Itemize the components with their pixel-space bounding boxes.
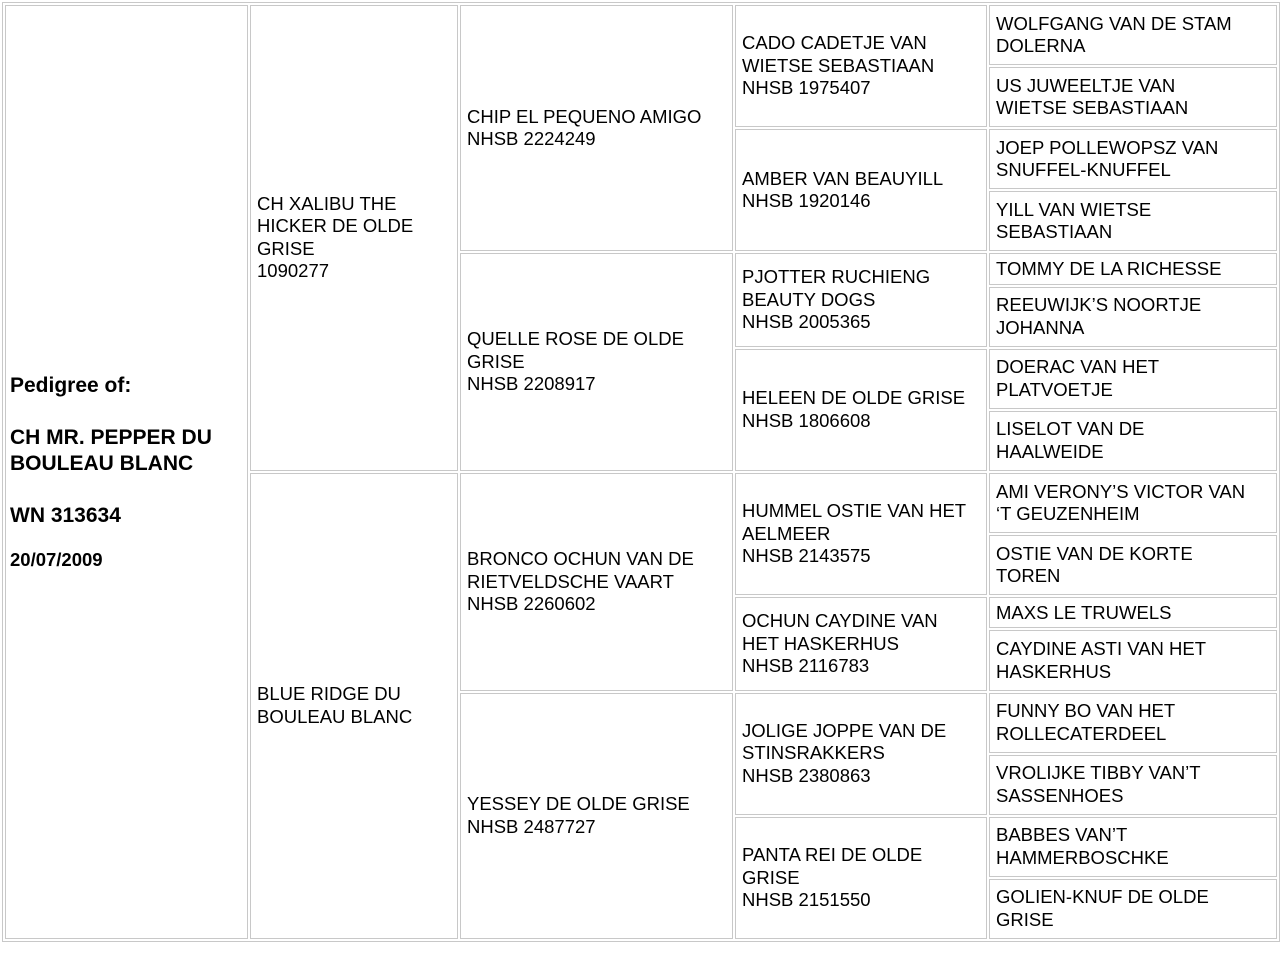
ancestor-line: VROLIJKE TIBBY VAN’T — [996, 762, 1201, 784]
great-grandparent-cell — [735, 693, 987, 815]
grandparent-cell — [460, 473, 733, 691]
sire-line: GRISE — [257, 237, 315, 259]
ancestor-line: OCHUN CAYDINE VAN — [742, 610, 938, 632]
ancestor-line: MAXS LE TRUWELS — [996, 601, 1172, 623]
ancestor-line: YILL VAN WIETSE — [996, 198, 1152, 220]
dam-line: BLUE RIDGE DU — [257, 683, 401, 705]
ancestor-line: BRONCO OCHUN VAN DE — [467, 548, 694, 570]
gen4-cell — [989, 473, 1277, 533]
ancestor-line: SASSENHOES — [996, 784, 1124, 806]
ancestor-line: JOLIGE JOPPE VAN DE — [742, 719, 947, 741]
subject-date: 20/07/2009 — [10, 549, 103, 570]
gen4-cell — [989, 879, 1277, 939]
ancestor-line: PLATVOETJE — [996, 378, 1113, 400]
gen4-cell — [989, 191, 1277, 251]
ancestor-line: GOLIEN-KNUF DE OLDE — [996, 886, 1209, 908]
ancestor-line: WOLFGANG VAN DE STAM — [996, 12, 1232, 34]
great-grandparent-cell — [735, 253, 987, 346]
ancestor-line: STINSRAKKERS — [742, 742, 885, 764]
ancestor-line: LISELOT VAN DE — [996, 418, 1145, 440]
ancestor-line: AELMEER — [742, 522, 831, 544]
grandparent-cell — [460, 5, 733, 251]
gen4-cell — [989, 817, 1277, 877]
great-grandparent-cell — [735, 5, 987, 127]
ancestor-line: RIETVELDSCHE VAART — [467, 570, 674, 592]
ancestor-line: SNUFFEL-KNUFFEL — [996, 159, 1171, 181]
pedigree-heading: Pedigree of: — [10, 374, 132, 397]
ancestor-line: NHSB 2487727 — [467, 815, 596, 837]
ancestor-line: BABBES VAN’T — [996, 824, 1128, 846]
ancestor-line: TOMMY DE LA RICHESSE — [996, 257, 1222, 279]
gen4-cell — [989, 287, 1277, 347]
ancestor-line: NHSB 2224249 — [467, 128, 596, 150]
great-grandparent-cell — [735, 473, 987, 595]
ancestor-line: DOLERNA — [996, 35, 1086, 57]
subject-name-line2: BOULEAU BLANC — [10, 452, 194, 475]
dam-line: BOULEAU BLANC — [257, 705, 413, 727]
ancestor-line: AMBER VAN BEAUYILL — [742, 167, 944, 189]
ancestor-line: NHSB 1920146 — [742, 190, 871, 212]
ancestor-line: NHSB 2208917 — [467, 373, 596, 395]
ancestor-line: REEUWIJK’S NOORTJE — [996, 294, 1202, 316]
ancestor-line: NHSB 1975407 — [742, 77, 871, 99]
pedigree-table — [2, 2, 1280, 942]
gen4-cell — [989, 5, 1277, 65]
ancestor-line: US JUWEELTJE VAN — [996, 74, 1176, 96]
ancestor-line: NHSB 2143575 — [742, 545, 871, 567]
ancestor-line: HASKERHUS — [996, 660, 1112, 682]
subject-name-line1: CH MR. PEPPER DU — [10, 426, 212, 449]
subject-registration: WN 313634 — [10, 504, 121, 527]
great-grandparent-cell — [735, 817, 987, 939]
sire-cell — [250, 5, 458, 471]
ancestor-line: ROLLECATERDEEL — [996, 722, 1167, 744]
gen4-cell — [989, 129, 1277, 189]
sire-line: HICKER DE OLDE — [257, 215, 414, 237]
ancestor-line: CHIP EL PEQUENO AMIGO — [467, 105, 702, 127]
great-grandparent-cell — [735, 129, 987, 251]
ancestor-line: WIETSE SEBASTIAAN — [996, 97, 1189, 119]
ancestor-line: HAMMERBOSCHKE — [996, 846, 1169, 868]
grandparent-cell — [460, 253, 733, 471]
gen4-cell — [989, 755, 1277, 815]
ancestor-line: NHSB 2380863 — [742, 764, 871, 786]
ancestor-line: PJOTTER RUCHIENG — [742, 266, 931, 288]
ancestor-line: NHSB 1806608 — [742, 409, 871, 431]
ancestor-line: NHSB 2116783 — [742, 655, 870, 677]
ancestor-line: ‘T GEUZENHEIM — [996, 503, 1140, 525]
ancestor-line: GRISE — [742, 866, 800, 888]
ancestor-line: DOERAC VAN HET — [996, 356, 1160, 378]
gen4-cell — [989, 597, 1277, 628]
ancestor-line: NHSB 2005365 — [742, 311, 871, 333]
ancestor-line: WIETSE SEBASTIAAN — [742, 54, 935, 76]
sire-line: 1090277 — [257, 260, 330, 282]
ancestor-line: NHSB 2151550 — [742, 889, 871, 911]
ancestor-line: OSTIE VAN DE KORTE — [996, 542, 1193, 564]
gen4-cell — [989, 535, 1277, 595]
ancestor-line: PANTA REI DE OLDE — [742, 844, 923, 866]
ancestor-line: GRISE — [467, 350, 525, 372]
gen4-cell — [989, 630, 1277, 690]
ancestor-line: HET HASKERHUS — [742, 632, 899, 654]
grandparent-cell — [460, 693, 733, 939]
ancestor-line: TOREN — [996, 565, 1061, 587]
gen4-cell — [989, 253, 1277, 284]
ancestor-line: FUNNY BO VAN HET — [996, 700, 1176, 722]
great-grandparent-cell — [735, 597, 987, 690]
gen4-cell — [989, 67, 1277, 127]
great-grandparent-cell — [735, 349, 987, 471]
ancestor-line: HAALWEIDE — [996, 440, 1104, 462]
ancestor-line: JOEP POLLEWOPSZ VAN — [996, 136, 1219, 158]
subject-cell — [5, 5, 248, 939]
gen4-cell — [989, 411, 1277, 471]
ancestor-line: SEBASTIAAN — [996, 221, 1113, 243]
dam-cell — [250, 473, 458, 939]
ancestor-line: CADO CADETJE VAN — [742, 32, 927, 54]
ancestor-line: HUMMEL OSTIE VAN HET — [742, 500, 967, 522]
ancestor-line: AMI VERONY’S VICTOR VAN — [996, 480, 1246, 502]
ancestor-line: HELEEN DE OLDE GRISE — [742, 387, 966, 409]
ancestor-line: CAYDINE ASTI VAN HET — [996, 638, 1207, 660]
ancestor-line: YESSEY DE OLDE GRISE — [467, 793, 690, 815]
gen4-cell — [989, 693, 1277, 753]
ancestor-line: BEAUTY DOGS — [742, 288, 876, 310]
ancestor-line: QUELLE ROSE DE OLDE — [467, 328, 684, 350]
sire-line: CH XALIBU THE — [257, 192, 397, 214]
gen4-cell — [989, 349, 1277, 409]
ancestor-line: JOHANNA — [996, 316, 1085, 338]
ancestor-line: GRISE — [996, 908, 1054, 930]
ancestor-line: NHSB 2260602 — [467, 593, 596, 615]
